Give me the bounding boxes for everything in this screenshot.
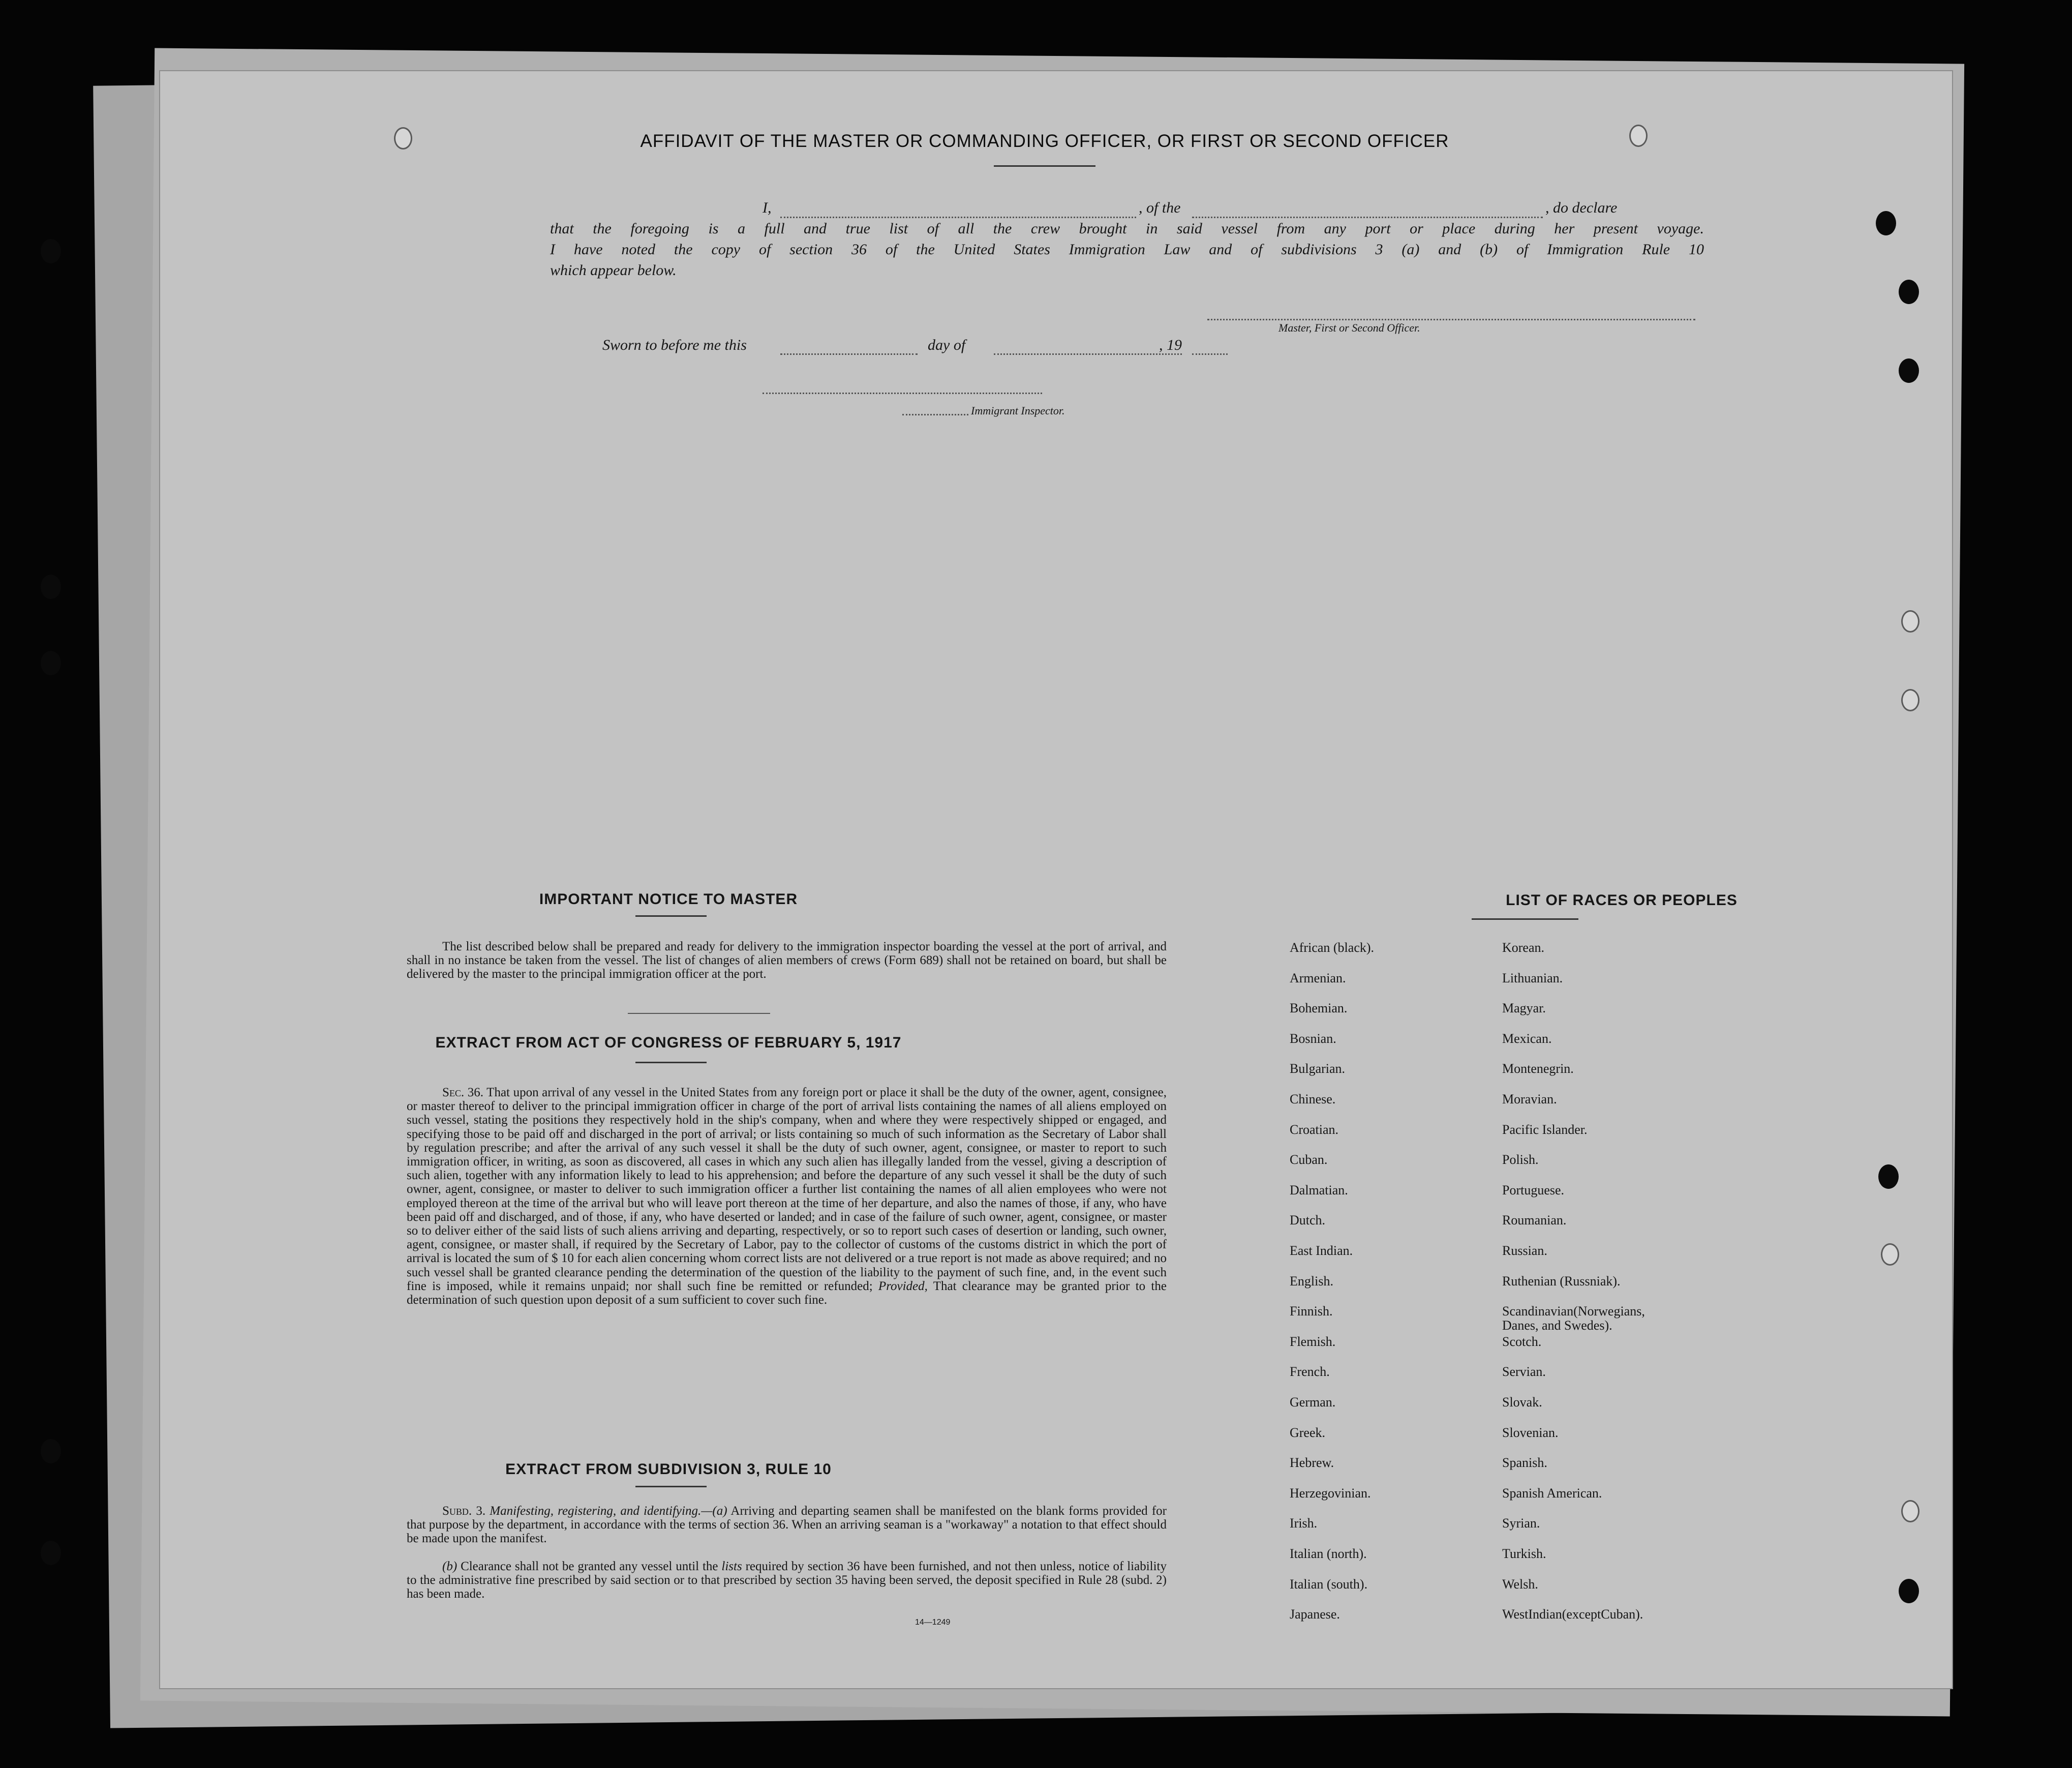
notice-text: The list described below shall be prepared and ready for delivery to the immigration inspector boarding the vessel at the port of arrival, and shall in no instance be taken from the vessel. The list of changes of alien members of crews (Form 689) shall not be retained on board, but shall be delivered by the master to the principal immigration officer at the port. bbox=[407, 940, 1167, 981]
affidavit-line3: I have noted the copy of section 36 of the United States Immigration Law and of subdivisions 3 (a) and (b) of Immigration Rule 10 bbox=[550, 241, 1704, 258]
inspector-signature-line bbox=[763, 393, 1042, 394]
divider bbox=[635, 1486, 707, 1487]
race-item: WestIndian(exceptCuban). bbox=[1502, 1607, 1643, 1622]
race-item: Korean. bbox=[1502, 940, 1545, 955]
rule-body-a: Arriving and departing seamen shall be manifested on the blank forms provided for that purpose by the department, in accordance with the terms of section 36. When an arriving seaman is a "workaway" a notation to that effect should be made upon the manifest. bbox=[407, 1504, 1167, 1546]
races-title: LIST OF RACES OR PEOPLES bbox=[1506, 892, 1738, 909]
master-label: Master, First or Second Officer. bbox=[1278, 321, 1420, 334]
affidavit-line4: which appear below. bbox=[550, 262, 677, 279]
race-item: Japanese. bbox=[1290, 1607, 1340, 1622]
affidavit-title: AFFIDAVIT OF THE MASTER OR COMMANDING OFFICER, OR FIRST OR SECOND OFFICER bbox=[640, 131, 1449, 151]
race-item: Scotch. bbox=[1502, 1334, 1542, 1349]
race-item: Moravian. bbox=[1502, 1092, 1557, 1106]
divider bbox=[635, 1062, 707, 1063]
rule-title: EXTRACT FROM SUBDIVISION 3, RULE 10 bbox=[505, 1461, 832, 1478]
race-item: German. bbox=[1290, 1395, 1336, 1410]
race-item: Mexican. bbox=[1502, 1031, 1552, 1046]
race-item: Chinese. bbox=[1290, 1092, 1336, 1106]
race-item: Magyar. bbox=[1502, 1001, 1546, 1016]
sworn-label: Sworn to before me this bbox=[602, 337, 747, 353]
race-item: Ruthenian (Russniak). bbox=[1502, 1273, 1621, 1288]
year-blank bbox=[1192, 353, 1228, 355]
race-item: English. bbox=[1290, 1273, 1333, 1288]
affidavit-i: I, bbox=[763, 199, 772, 216]
month-blank bbox=[994, 353, 1182, 355]
rule-text-a bbox=[407, 1504, 1167, 1546]
race-item: Welsh. bbox=[1502, 1576, 1538, 1592]
punch-hole bbox=[1899, 280, 1919, 304]
race-item: Bohemian. bbox=[1290, 1001, 1348, 1016]
name-blank bbox=[780, 217, 1136, 218]
binder-hole bbox=[41, 575, 61, 599]
race-item: Montenegrin. bbox=[1502, 1061, 1574, 1076]
sec-label: Sec. 36. bbox=[442, 1086, 484, 1099]
race-item: Bosnian. bbox=[1290, 1031, 1336, 1046]
notice-title: IMPORTANT NOTICE TO MASTER bbox=[539, 891, 798, 908]
act-body: That upon arrival of any vessel in the United States from any foreign port or place it shall be the duty of the owner, agent, consignee, or master thereof to deliver to the principal immigration officer in charge of the port of arrival lists containing the names of all aliens employed on such vessel, stating the positions they respectively hold in the ship's company, when and where they were respectively shipped or engaged, and specifying those to be paid off and discharged in the port of arrival; or lists containing so much of such information as the Secretary of Labor shall by regulation prescribe; and after the arrival of any such vessel it shall be the duty of such owner, agent, consignee, or master to report to such immigration officer, in writing, as soon as discovered, all cases in which any such alien has illegally landed from the vessel, giving a description of such alien, together with any information likely to lead to his apprehension; and before the departure of any such vessel it shall be the duty of such owner, agent, consignee, or master to deliver to such immigration officer a further list containing the names of all alien employees who were not employed thereon at the time of the arrival but who will leave port thereon at the time of her departure, and also the names of those, if any, who have been paid off and discharged, and of those, if any, who have deserted or landed; and in case of the failure of such owner, agent, consignee, or master so to deliver either of the said lists of such aliens arriving and departing, respectively, or so to report such cases of desertion or landing, such owner, agent, consignee, or master shall, if required by the Secretary of Labor, pay to the collector of customs of the customs district in which the port of arrival is located the sum of $ 10 for each alien concerning whom correct lists are not delivered or a true report is not made as above required; and no such vessel shall be granted clearance pending the determination of the question of the liability to the payment of such fine, and, in the event such fine is imposed, while it remains unpaid; nor shall such fine be remitted or refunded; bbox=[407, 1086, 1167, 1293]
divider bbox=[994, 165, 1095, 167]
race-item: French. bbox=[1290, 1364, 1330, 1380]
race-item: Roumanian. bbox=[1502, 1213, 1567, 1228]
punch-hole bbox=[1878, 1164, 1899, 1189]
inspector-dots bbox=[902, 414, 968, 415]
race-item: Irish. bbox=[1290, 1516, 1318, 1531]
race-item: Hebrew. bbox=[1290, 1455, 1334, 1471]
binder-hole bbox=[41, 651, 61, 675]
divider bbox=[1472, 918, 1578, 920]
act-title: EXTRACT FROM ACT OF CONGRESS OF FEBRUARY 5, 1917 bbox=[435, 1034, 902, 1051]
act-text bbox=[407, 1086, 1167, 1307]
race-item: Pacific Islander. bbox=[1502, 1122, 1588, 1137]
binder-hole bbox=[41, 1541, 61, 1565]
race-item: Bulgarian. bbox=[1290, 1061, 1346, 1076]
race-item: East Indian. bbox=[1290, 1243, 1353, 1258]
rule-text-b bbox=[407, 1560, 1167, 1601]
race-item: Herzegovinian. bbox=[1290, 1485, 1371, 1501]
day-blank bbox=[780, 353, 918, 355]
race-item: Cuban. bbox=[1290, 1152, 1328, 1167]
punch-hole bbox=[1881, 1243, 1899, 1266]
lists-word: lists bbox=[721, 1560, 742, 1573]
race-item: Slovak. bbox=[1502, 1395, 1542, 1410]
act-body-end: That clearance may be granted prior to the determination of such question upon deposit of a sum sufficient to cover such fine. bbox=[407, 1279, 1167, 1307]
race-item: Flemish. bbox=[1290, 1334, 1336, 1349]
punch-hole bbox=[1876, 211, 1896, 235]
race-item: Servian. bbox=[1502, 1364, 1546, 1380]
punch-hole bbox=[1901, 1500, 1919, 1522]
race-item: Syrian. bbox=[1502, 1516, 1540, 1531]
punch-hole bbox=[394, 127, 412, 149]
affidavit-declare: , do declare bbox=[1545, 199, 1618, 216]
race-item: Armenian. bbox=[1290, 970, 1346, 985]
punch-hole bbox=[1899, 1579, 1919, 1603]
race-item: Lithuanian. bbox=[1502, 970, 1563, 985]
inspector-label: Immigrant Inspector. bbox=[971, 404, 1065, 417]
form-number: 14—1249 bbox=[915, 1618, 951, 1627]
race-item: Polish. bbox=[1502, 1152, 1539, 1167]
race-item: African (black). bbox=[1290, 940, 1375, 955]
race-item: Dalmatian. bbox=[1290, 1182, 1348, 1197]
race-item: Italian (south). bbox=[1290, 1576, 1368, 1592]
signature-line bbox=[1207, 319, 1695, 320]
binder-hole bbox=[41, 1439, 61, 1463]
document-page bbox=[160, 71, 1952, 1688]
subd-label: Subd. 3. bbox=[442, 1504, 486, 1518]
race-item: Italian (north). bbox=[1290, 1546, 1367, 1561]
punch-hole bbox=[1901, 689, 1919, 711]
binder-hole bbox=[41, 239, 61, 263]
race-item: Turkish. bbox=[1502, 1546, 1546, 1561]
subd-heading: Manifesting, registering, and identifying.—(a) bbox=[490, 1504, 727, 1518]
b-label: (b) bbox=[442, 1560, 458, 1573]
divider bbox=[628, 1013, 770, 1014]
race-item: Croatian. bbox=[1290, 1122, 1339, 1137]
affidavit-of-the: , of the bbox=[1139, 199, 1181, 216]
punch-hole bbox=[1901, 610, 1919, 633]
race-item: Russian. bbox=[1502, 1243, 1547, 1258]
race-item: Spanish American. bbox=[1502, 1485, 1602, 1501]
day-of-label: day of bbox=[928, 337, 966, 353]
race-item: Greek. bbox=[1290, 1425, 1326, 1440]
rule-body-b2: required by section 36 have been furnished, and not then unless, notice of liability to the administrative fine prescribed by said section or to that prescribed by section 35 having been served, the deposit specified in Rule 28 (subd. 2) has been made. bbox=[407, 1560, 1167, 1601]
race-item: Slovenian. bbox=[1502, 1425, 1559, 1440]
year-label: , 19 bbox=[1159, 337, 1182, 353]
race-item: Spanish. bbox=[1502, 1455, 1547, 1471]
divider bbox=[635, 915, 707, 917]
rule-body-b1: Clearance shall not be granted any vessel until the bbox=[461, 1560, 718, 1573]
vessel-blank bbox=[1192, 217, 1543, 218]
provided-label: Provided, bbox=[878, 1279, 928, 1293]
race-item: Finnish. bbox=[1290, 1304, 1333, 1319]
affidavit-line2: that the foregoing is a full and true list of all the crew brought in said vessel from any port or place during her present voyage. bbox=[550, 220, 1704, 237]
race-item: Scandinavian(Norwegians, Danes, and Swedes). bbox=[1502, 1304, 1645, 1333]
punch-hole bbox=[1899, 358, 1919, 383]
race-item: Portuguese. bbox=[1502, 1182, 1565, 1197]
race-item: Dutch. bbox=[1290, 1213, 1326, 1228]
